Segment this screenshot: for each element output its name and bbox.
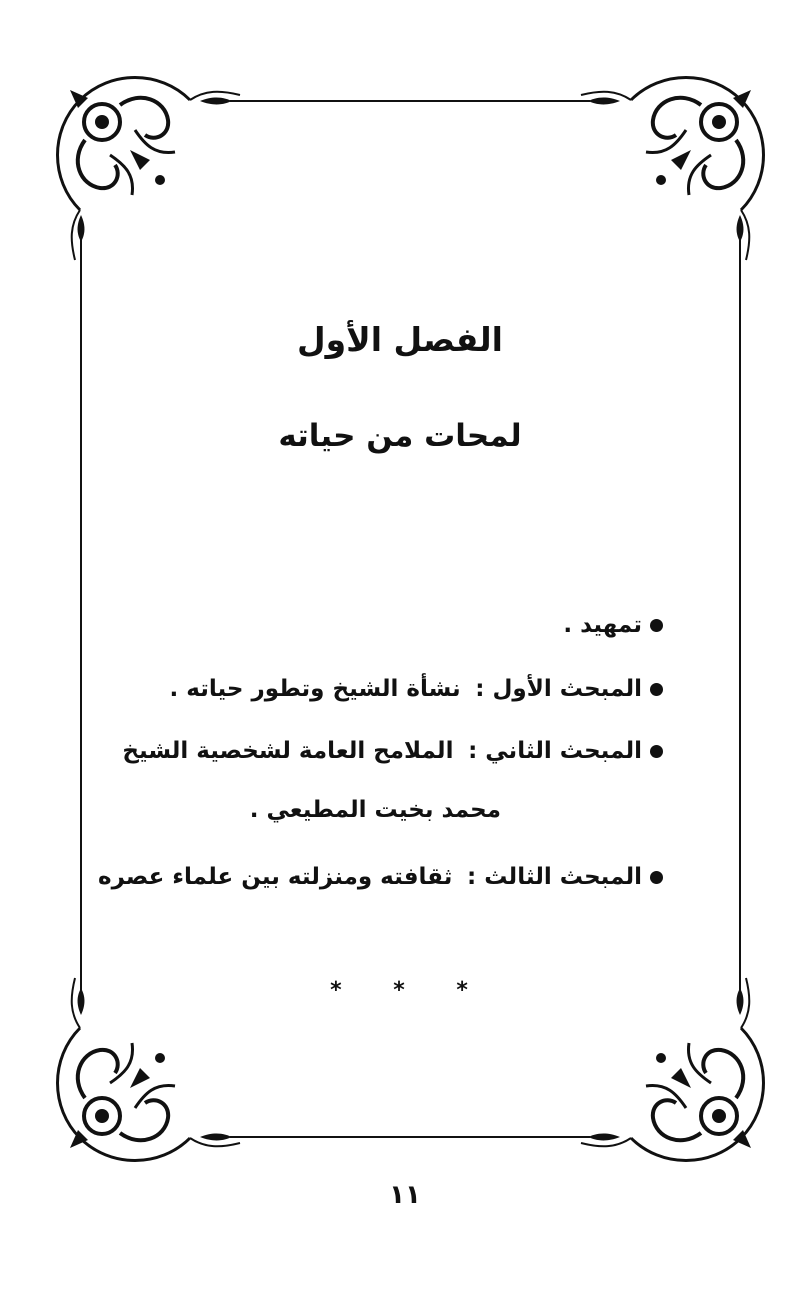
- chapter-title: الفصل الأول: [297, 320, 503, 359]
- arabesque-corner-icon: [58, 978, 241, 1161]
- list-item: [563, 612, 663, 638]
- page-number: ١١: [389, 1180, 421, 1210]
- list-item-body: ثقافته ومنزلته بين علماء عصره: [98, 864, 453, 890]
- list-item: [122, 738, 663, 764]
- list-item-label: المبحث الثالث :: [467, 864, 642, 890]
- list-item: [170, 676, 663, 702]
- list-item-body: نشأة الشيخ وتطور حياته .: [169, 676, 461, 702]
- bullet-icon: [650, 745, 663, 758]
- chapter-subtitle: لمحات من حياته: [278, 418, 522, 454]
- list-item-continuation: محمد بخيت المطيعي .: [249, 797, 501, 823]
- bullet-icon: [650, 871, 663, 884]
- list-item-label: المبحث الأول :: [475, 676, 642, 702]
- arabesque-corner-icon: [58, 78, 241, 261]
- arabesque-corner-icon: [581, 978, 764, 1161]
- list-item: [98, 864, 663, 890]
- list-item-body: الملامح العامة لشخصية الشيخ: [122, 738, 454, 764]
- list-item-label: المبحث الثاني :: [468, 738, 642, 764]
- bullet-icon: [650, 683, 663, 696]
- bullet-icon: [650, 619, 663, 632]
- list-item-label: تمهيد .: [563, 612, 642, 638]
- section-separator: * * *: [330, 978, 490, 1003]
- arabesque-corner-icon: [581, 78, 764, 261]
